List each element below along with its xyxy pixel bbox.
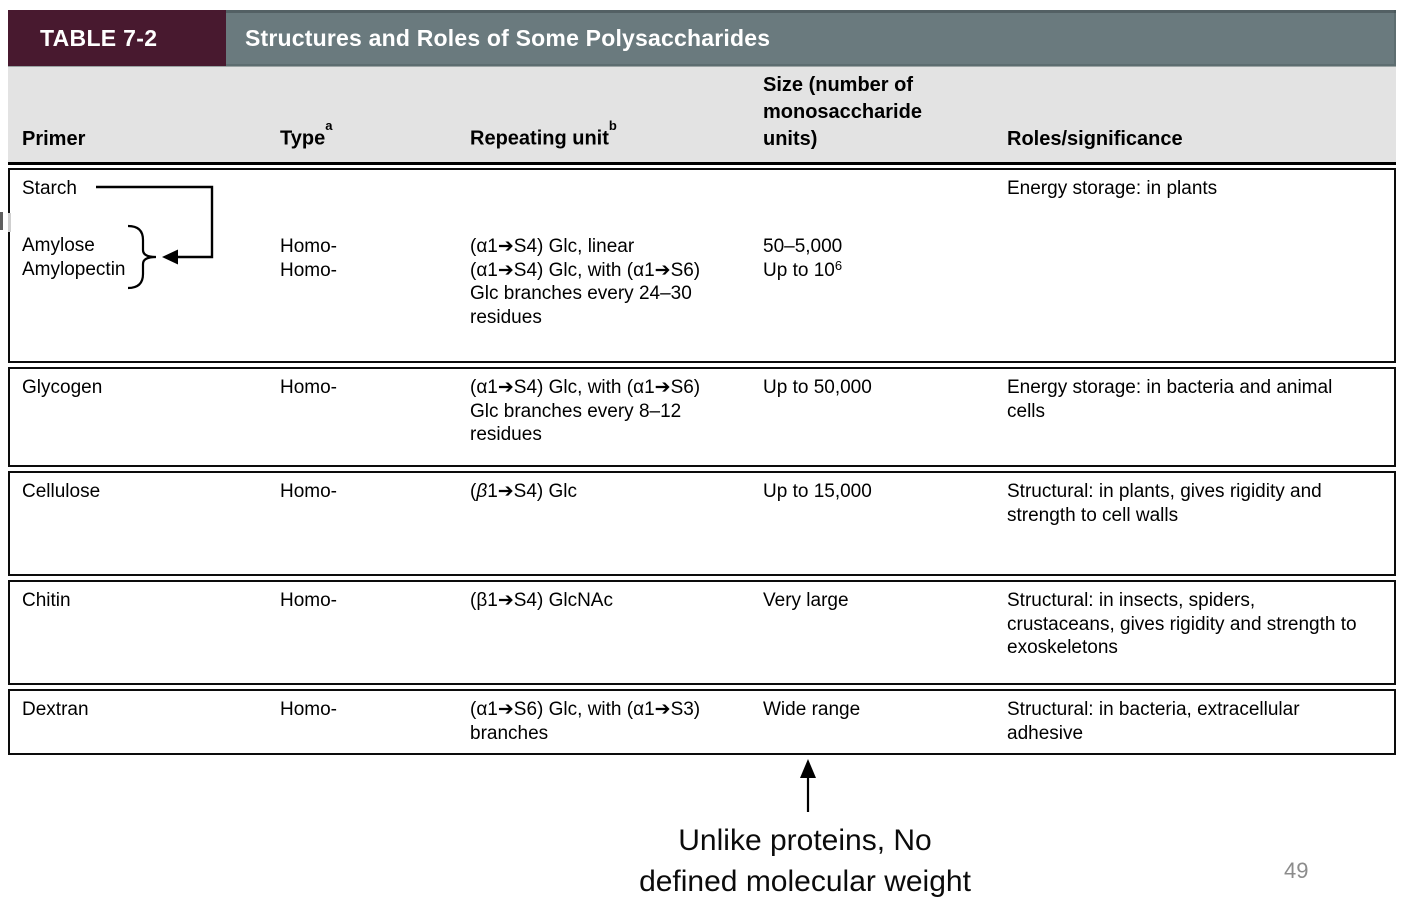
roles-line: crustaceans, gives rigidity and strength to [1007,613,1357,635]
roles-cell [1007,691,1394,753]
roles-line: Structural: in plants, gives rigidity and [1007,481,1322,502]
table-title-banner [8,10,1396,66]
column-header-roles [1007,67,1396,162]
primer-cell: Glycogen [22,377,103,398]
border-gap-artifact [8,213,11,232]
roles-cell-starch: Energy storage: in plants [1007,178,1218,199]
column-header-type [280,67,470,162]
table-row-glycogen [8,367,1396,467]
column-header-primer [8,67,280,162]
up-arrow-icon [789,756,829,816]
type-cell: Homo- [280,377,338,398]
annotation-line: Unlike proteins, No [678,824,932,857]
size-cell-starch-group [763,170,1007,361]
repeating-unit-cell [470,691,763,753]
type-cell: Homo- [280,590,338,611]
column-header-primer-label: Primer [22,128,86,150]
size-cell: Wide range [763,699,861,720]
repeating-unit-line: (α1➔S4) Glc, linear [470,236,635,257]
repeating-unit-line: Glc branches every 24–30 [470,283,692,305]
primer-cell: Chitin [22,590,71,611]
roles-line: strength to cell walls [1007,504,1179,526]
column-header-size-line: Size (number of [763,74,914,96]
column-header-size-line: units) [763,128,818,150]
table-row-cellulose [8,471,1396,576]
amylopectin-type: Homo- [280,259,338,281]
repeating-unit-line: (α1➔S6) Glc, with (α1➔S3) [470,699,701,720]
roles-cell [1007,473,1394,574]
amylose-size: 50–5,000 [763,236,843,257]
footnote-marker-b: b [608,118,617,134]
roles-line: exoskeletons [1007,637,1118,659]
type-cell: Homo- [280,481,338,502]
table-title: Structures and Roles of Some Polysaccharides [245,24,771,51]
table-label-box [8,10,226,66]
superscript-6: 6 [834,257,843,273]
roles-line: Energy storage: in bacteria and animal [1007,377,1333,398]
primer-cell: Cellulose [22,481,101,502]
starch-label: Starch [22,178,77,199]
size-cell: Up to 15,000 [763,481,872,502]
repeating-unit-cell: (β1➔S4) GlcNAc [470,590,613,611]
amylopectin-label: Amylopectin [22,258,126,280]
column-header-size-line: monosaccharide [763,101,922,123]
roles-cell [1007,369,1394,465]
italic-beta: β [476,481,488,502]
roles-cell [1007,582,1394,683]
repeating-unit-line: residues [470,424,542,446]
type-cell-starch-group [280,170,470,361]
repeating-unit-line: (α1➔S4) Glc, with (α1➔S6) [470,377,701,398]
column-header-size [763,67,1007,162]
table-row-chitin [8,580,1396,685]
repeating-unit-cell [470,369,763,465]
roles-line: Structural: in insects, spiders, [1007,590,1256,611]
roles-line: cells [1007,400,1046,422]
repeating-unit-line: branches [470,722,549,744]
column-header-row [8,66,1396,165]
roles-line: adhesive [1007,722,1084,744]
scan-artifact-tick [0,212,3,230]
amylose-label: Amylose [22,235,95,256]
column-header-repeating-unit [470,67,763,162]
size-cell: Very large [763,590,849,611]
footnote-marker-a: a [325,118,333,134]
amylopectin-size: Up to $10^6$ [763,257,843,281]
repeating-unit-line: Glc branches every 8–12 [470,400,682,422]
amylose-type: Homo- [280,236,338,257]
annotation-text [555,820,1055,902]
table-row-starch-group [8,168,1396,363]
repeating-unit-line: (α1➔S4) Glc, with (α1➔S6) [470,259,701,281]
primer-cell-starch-group [10,170,280,361]
size-cell: Up to 50,000 [763,377,872,398]
repeating-unit-text: (β1➔S4) Glc [470,481,578,502]
repeating-unit-cell [470,473,763,574]
primer-cell: Dextran [22,699,89,720]
repeating-unit-line: residues [470,307,542,329]
roles-line: Structural: in bacteria, extracellular [1007,699,1300,720]
table-row-dextran [8,689,1396,755]
annotation-line: defined molecular weight [639,865,971,898]
type-cell: Homo- [280,699,338,720]
column-header-type-label: Type$^a$ [280,118,333,150]
starch-composition-arrow-diagram [10,170,280,361]
column-header-roles-label: Roles/significance [1007,128,1183,150]
page-number: 49 [1284,858,1309,883]
table-label: TABLE 7-2 [40,24,158,51]
column-header-repeating-unit-label: Repeating unit$^b$ [470,118,617,150]
repeating-unit-cell-starch-group [470,170,763,361]
